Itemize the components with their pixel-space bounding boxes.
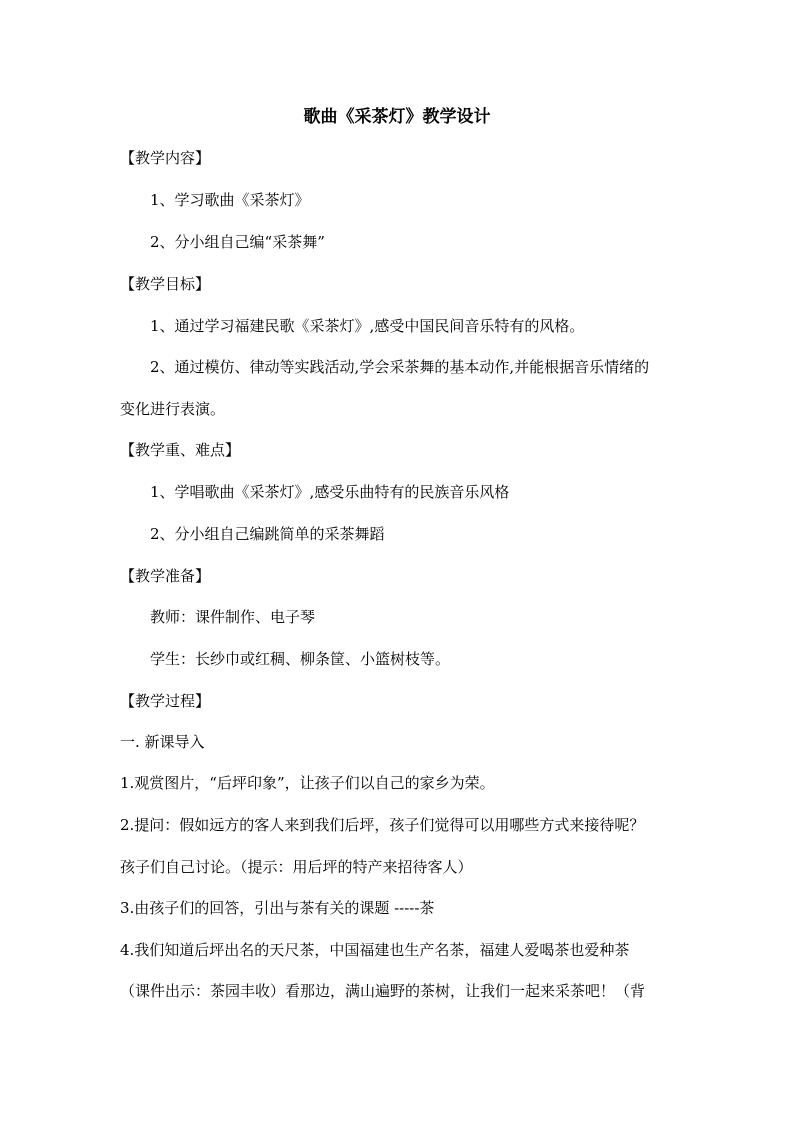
goal-item-2: 2、通过模仿、律动等实践活动,学会采茶舞的基本动作,并能根据音乐情绪的 [150,358,650,376]
process-item-2-continued: 孩子们自己讨论。（提示：用后坪的特产来招待客人） [120,858,473,876]
section-heading-goals: 【教学目标】 [120,275,211,293]
section-heading-process: 【教学过程】 [120,692,211,710]
content-item-2: 2、分小组自己编“采茶舞” [150,233,325,251]
process-item-4: 4.我们知道后坪出名的天尺茶，中国福建也生产名茶，福建人爱喝茶也爱种茶 [120,941,630,959]
section-heading-content: 【教学内容】 [120,149,211,167]
key-point-1: 1、学唱歌曲《采茶灯》,感受乐曲特有的民族音乐风格 [150,483,510,501]
process-item-2: 2.提问：假如远方的客人来到我们后坪，孩子们觉得可以用哪些方式来接待呢？ [120,816,645,834]
document-title: 歌曲《采茶灯》教学设计 [303,107,491,127]
process-item-4-continued: （课件出示：茶园丰收）看那边，满山遍野的茶树，让我们一起来采茶吧！（背 [120,982,646,1000]
process-item-1: 1.观赏图片，“后坪印象”，让孩子们以自己的家乡为荣。 [120,774,495,792]
preparation-teacher: 教师：课件制作、电子琴 [150,608,316,626]
preparation-students: 学生：长纱巾或红稠、柳条筐、小篮树枝等。 [150,650,451,668]
goal-item-1: 1、通过学习福建民歌《采茶灯》,感受中国民间音乐特有的风格。 [150,317,585,335]
section-heading-key-points: 【教学重、难点】 [120,441,241,459]
process-item-3: 3.由孩子们的回答，引出与茶有关的课题 -----茶 [120,899,435,917]
process-step-intro: 一. 新课导入 [120,733,205,751]
goal-item-2-continued: 变化进行表演。 [120,400,226,418]
section-heading-preparation: 【教学准备】 [120,567,211,585]
key-point-2: 2、分小组自己编跳简单的采茶舞蹈 [150,525,385,543]
content-item-1: 1、学习歌曲《采茶灯》 [150,191,310,209]
